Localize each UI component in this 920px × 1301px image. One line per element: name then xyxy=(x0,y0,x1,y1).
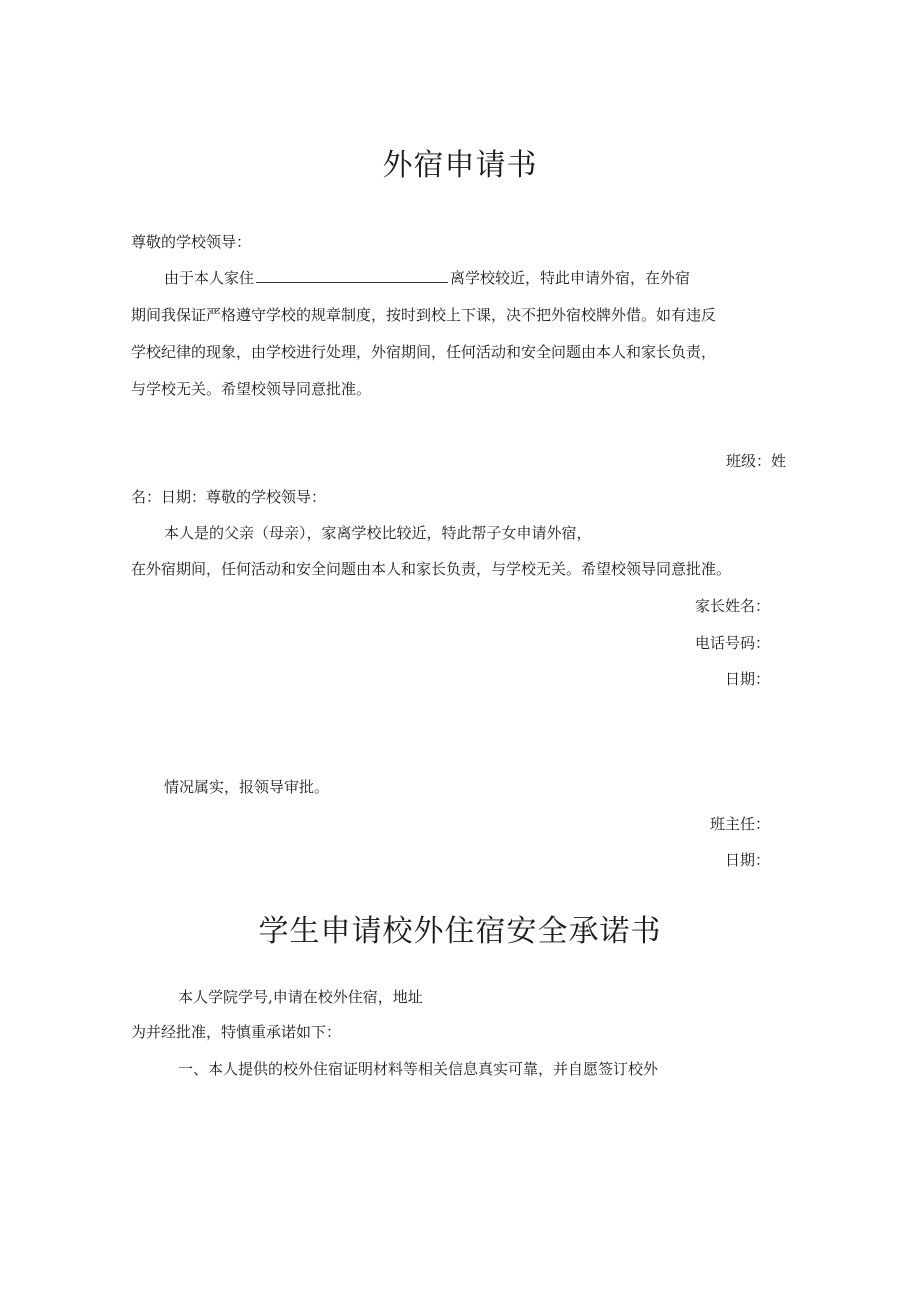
teacher-date-label: 日期： xyxy=(724,851,770,869)
doc1-body-line1-post: 离学校较近，特此申请外宿，在外宿 xyxy=(450,269,691,287)
parent-line2: 在外宿期间，任何活动和安全问题由本人和家长负责，与学校无关。希望校领导同意批准。 xyxy=(131,560,732,578)
parent-phone-label: 电话号码： xyxy=(694,634,770,652)
doc1-body-line3: 学校纪律的现象，由学校进行处理，外宿期间，任何活动和安全问题由本人和家长负责， xyxy=(131,343,717,361)
doc2-line3: 一、本人提供的校外住宿证明材料等相关信息真实可靠，并自愿签订校外 xyxy=(178,1060,659,1078)
doc1-sign-class: 班级：姓 xyxy=(725,452,786,470)
parent-date-label: 日期： xyxy=(724,670,770,688)
doc1-title: 外宿申请书 xyxy=(382,148,538,183)
doc2-line2: 为并经批准，特慎重承诺如下： xyxy=(131,1023,342,1041)
doc2-line1: 本人学院学号,申请在校外住宿，地址 xyxy=(178,988,423,1006)
parent-name-label: 家长姓名： xyxy=(694,597,770,615)
doc1-body-line4: 与学校无关。希望校领导同意批准。 xyxy=(131,380,372,398)
doc1-body-line2: 期间我保证严格遵守学校的规章制度，按时到校上下课，决不把外宿校牌外借。如有违反 xyxy=(131,306,717,324)
doc2-title: 学生申请校外住宿安全承诺书 xyxy=(258,914,662,949)
doc1-salutation: 尊敬的学校领导： xyxy=(131,233,252,251)
teacher-note: 情况属实，报领导审批。 xyxy=(164,778,330,796)
doc1-body-line1-pre: 由于本人家住 xyxy=(164,269,255,287)
doc1-body-line1 xyxy=(164,268,690,288)
doc1-sign-line2: 名：日期：尊敬的学校领导： xyxy=(131,488,327,506)
parent-line1: 本人是的父亲（母亲），家离学校比较近，特此帮子女申请外宿， xyxy=(164,524,592,542)
teacher-sign-label: 班主任： xyxy=(709,815,770,833)
address-blank xyxy=(256,268,448,283)
